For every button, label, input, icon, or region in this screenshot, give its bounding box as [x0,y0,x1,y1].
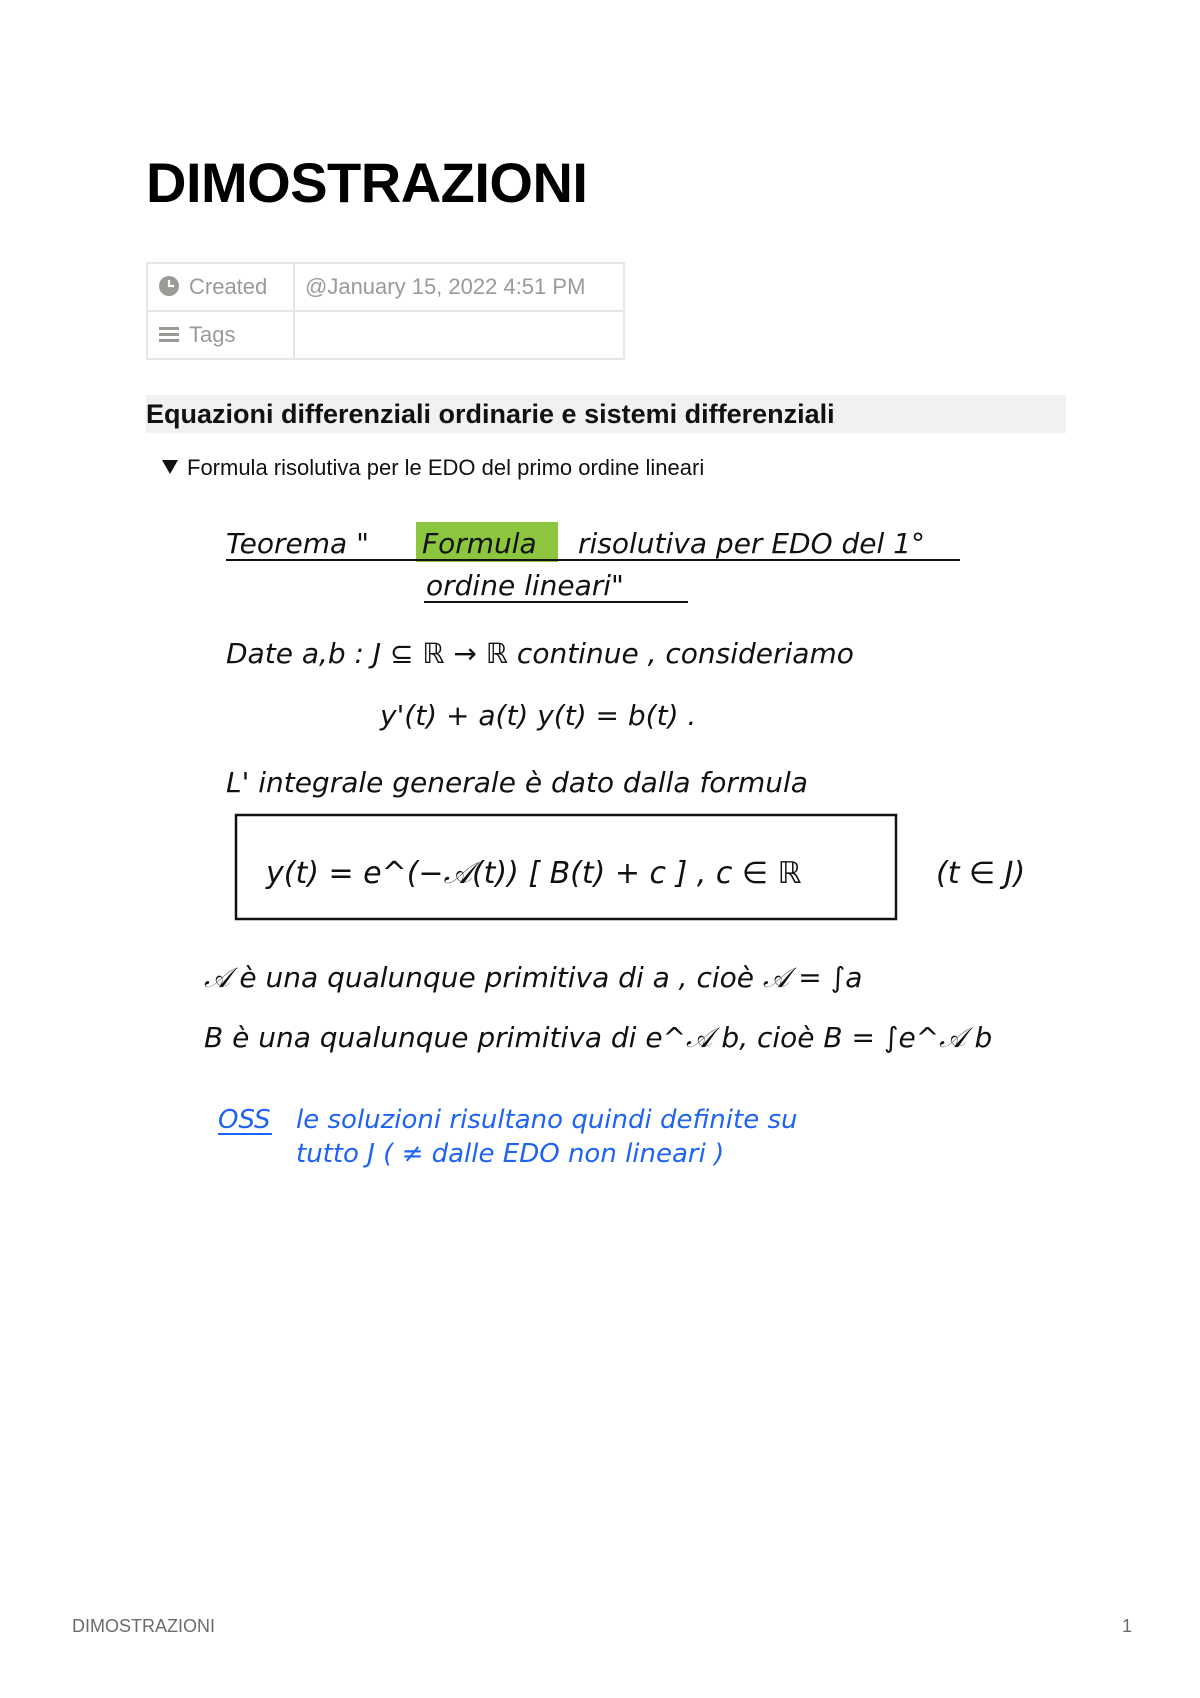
oss-label: OSS [218,1105,271,1135]
section-heading: Equazioni differenziali ordinarie e sistemi differenziali [146,395,1066,433]
theorem-line2: ordine lineari" [426,569,624,602]
property-key-label: Created [189,274,268,299]
definition-a: 𝒜 è una qualunque primitiva di a , cioè 𝒜 = ∫a [204,961,863,994]
property-value-created[interactable]: @January 15, 2022 4:51 PM [294,263,624,311]
list-icon [158,323,180,345]
clock-icon [158,275,180,297]
theorem-highlight: Formula [422,527,537,560]
properties-table [146,262,625,360]
handwritten-notes-image [200,510,1060,1210]
toggle-block[interactable] [162,452,704,484]
property-row-tags [147,311,624,359]
footer-title: DIMOSTRAZIONI [72,1616,215,1636]
given-line: Date a,b : J ⊆ ℝ → ℝ continue , consideriamo [226,637,854,670]
property-row-created [147,263,624,311]
theorem-line1-b: risolutiva per EDO del 1° [578,527,926,560]
property-key-label: Tags [189,322,236,347]
integral-line: L' integrale generale è dato dalla formula [226,766,808,799]
toggle-label: Formula risolutiva per le EDO del primo ordine lineari [187,455,705,480]
page-title: DIMOSTRAZIONI [146,151,588,214]
equation: y'(t) + a(t) y(t) = b(t) . [380,699,697,732]
oss-line1: le soluzioni risultano quindi definite su [296,1105,798,1135]
theorem-line1-a: Teorema " [226,527,369,560]
property-value-tags[interactable] [294,311,624,359]
page-number: 1 [1122,1616,1133,1636]
interval: (t ∈ J) [936,856,1026,891]
property-key-created [147,263,294,311]
boxed-formula: y(t) = e^(−𝒜(t)) [ B(t) + c ] , c ∈ ℝ [266,856,802,891]
property-key-tags [147,311,294,359]
definition-b: B è una qualunque primitiva di e^𝒜 b, cioè B = ∫e^𝒜 b [204,1021,993,1054]
toggle-triangle-icon[interactable] [162,460,178,474]
oss-line2: tutto J ( ≠ dalle EDO non lineari ) [296,1139,725,1169]
